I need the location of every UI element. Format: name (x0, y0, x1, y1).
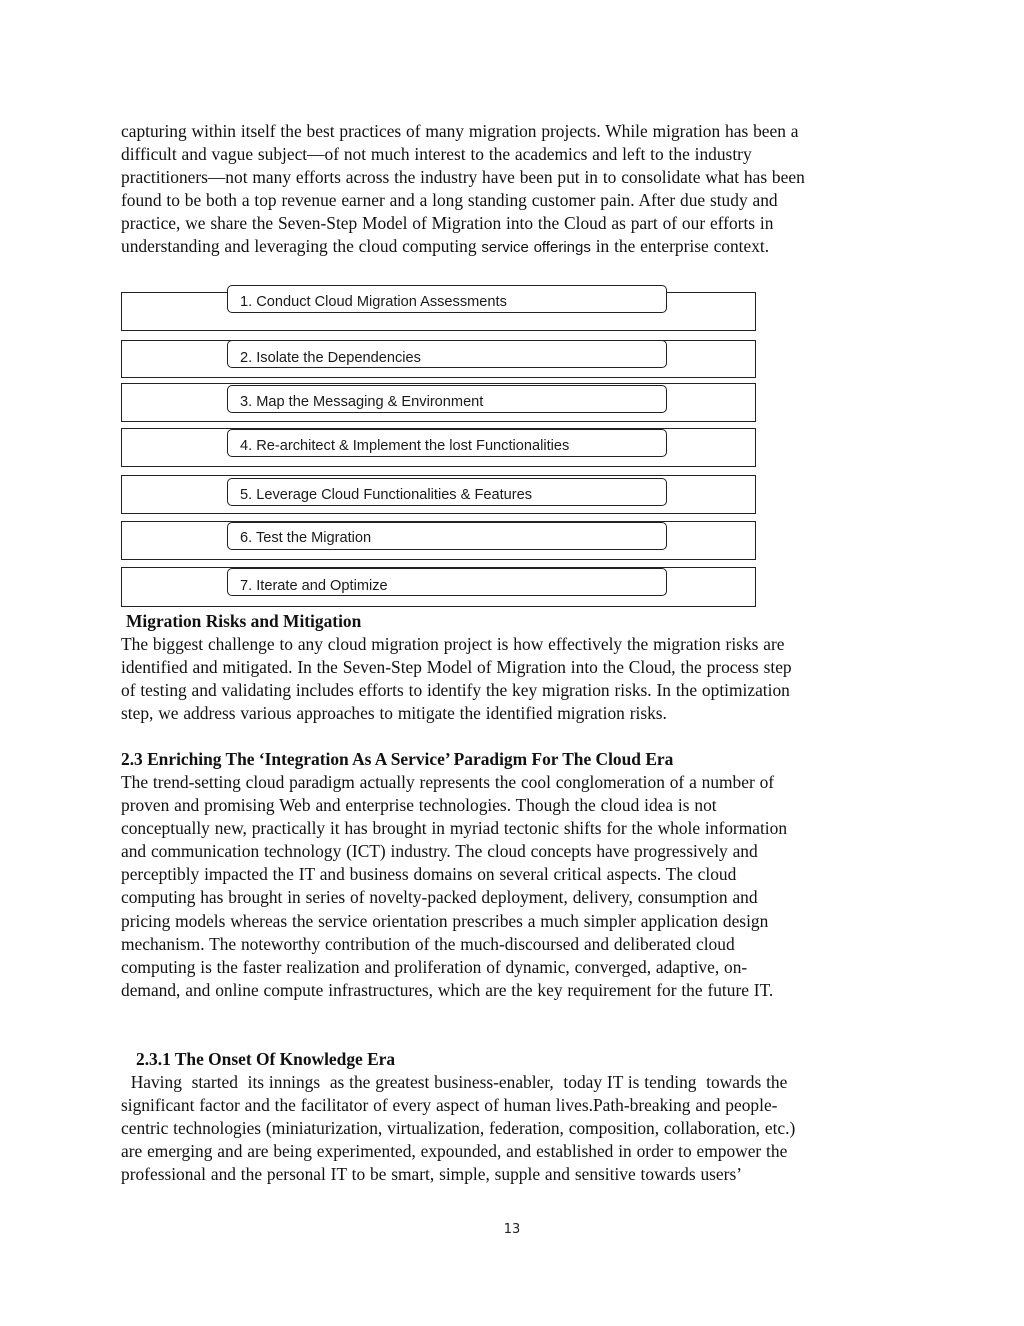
section-2-3-line: perceptibly impacted the IT and business domains on several critical aspects. The cloud (121, 864, 737, 885)
page-number: 13 (503, 1222, 521, 1237)
section-2-3-line: computing is the faster realization and proliferation of dynamic, converged, adaptive, on- (121, 956, 748, 977)
step-box-5 (227, 478, 667, 506)
step-label-5: 5. Leverage Cloud Functionalities & Features (240, 487, 533, 503)
intro-line-start: understanding and leveraging the cloud computing (121, 236, 482, 257)
section-2-3-line: and communication technology (ICT) industry. The cloud concepts have progressively and (121, 841, 758, 862)
step-label-6: 6. Test the Migration (240, 530, 372, 546)
service-offerings-phrase: service offerings (481, 239, 591, 257)
section-2-3-1-line: Having started its innings as the greatest business-enabler, today IT is tending towards the (121, 1072, 788, 1092)
risks-line: identified and mitigated. In the Seven-Step Model of Migration into the Cloud, the process step (121, 657, 792, 678)
section-2-3-heading: 2.3 Enriching The ‘Integration As A Service’ Paradigm For The Cloud Era (121, 749, 674, 769)
section-2-3-line: demand, and online compute infrastructures, which are the key requirement for the future IT. (121, 979, 774, 1000)
intro-line-last (121, 235, 911, 259)
section-2-3-line: The trend-setting cloud paradigm actually represents the cool conglomeration of a number of (121, 772, 775, 792)
section-2-3-line: mechanism. The noteworthy contribution of the much-discoursed and deliberated cloud (121, 933, 735, 954)
section-2-3-1-paragraph (121, 1071, 911, 1186)
section-2-3-paragraph (121, 771, 911, 1002)
section-2-3-1-line: are emerging and are being experimented, expounded, and established in order to empower the (121, 1141, 788, 1162)
section-2-3-line: pricing models whereas the service orientation prescribes a much simpler application design (121, 910, 769, 931)
step-box-7 (227, 568, 667, 596)
step-label-7: 7. Iterate and Optimize (240, 578, 388, 594)
step-label-4: 4. Re-architect & Implement the lost Functionalities (240, 438, 570, 454)
risks-line: The biggest challenge to any cloud migration project is how effectively the migration risks are (121, 634, 785, 654)
intro-line: difficult and vague subject—of not much interest to the academics and left to the industry (121, 144, 752, 165)
section-2-3-1-line: significant factor and the facilitator of every aspect of human lives.Path-breaking and people- (121, 1095, 778, 1116)
step-box-4 (227, 429, 667, 457)
step-label-3: 3. Map the Messaging & Environment (240, 394, 484, 410)
section-2-3-line: computing has brought in series of novelty-packed deployment, delivery, consumption and (121, 887, 758, 908)
step-label-2: 2. Isolate the Dependencies (240, 350, 421, 366)
section-2-3-1-line: professional and the personal IT to be smart, simple, supple and sensitive towards users’ (121, 1164, 742, 1185)
section-2-3-line: conceptually new, practically it has brought in myriad tectonic shifts for the whole information (121, 818, 788, 839)
intro-line: practitioners—not many efforts across the industry have been put in to consolidate what has been (121, 167, 805, 188)
risks-paragraph (121, 633, 911, 725)
intro-line: found to be both a top revenue earner and a long standing customer pain. After due study and (121, 190, 778, 211)
step-box-1 (227, 285, 667, 313)
step-box-2 (227, 340, 667, 368)
step-box-6 (227, 522, 667, 550)
section-2-3-line: proven and promising Web and enterprise technologies. Though the cloud idea is not (121, 795, 717, 816)
section-2-3-1-heading: 2.3.1 The Onset Of Knowledge Era (136, 1049, 396, 1069)
risks-heading: Migration Risks and Mitigation (126, 611, 362, 631)
intro-line: practice, we share the Seven-Step Model of Migration into the Cloud as part of our efforts in (121, 213, 774, 234)
intro-line: capturing within itself the best practices of many migration projects. While migration has been a (121, 121, 799, 141)
intro-paragraph (121, 120, 911, 260)
step-box-3 (227, 385, 667, 413)
risks-line: of testing and validating includes efforts to identify the key migration risks. In the optimization (121, 680, 790, 701)
step-label-1: 1. Conduct Cloud Migration Assessments (240, 294, 507, 310)
section-2-3-1-line: centric technologies (miniaturization, virtualization, federation, composition, collaboration, etc.) (121, 1118, 796, 1139)
intro-line-tail: in the enterprise context. (590, 236, 770, 257)
risks-line: step, we address various approaches to mitigate the identified migration risks. (121, 703, 667, 724)
